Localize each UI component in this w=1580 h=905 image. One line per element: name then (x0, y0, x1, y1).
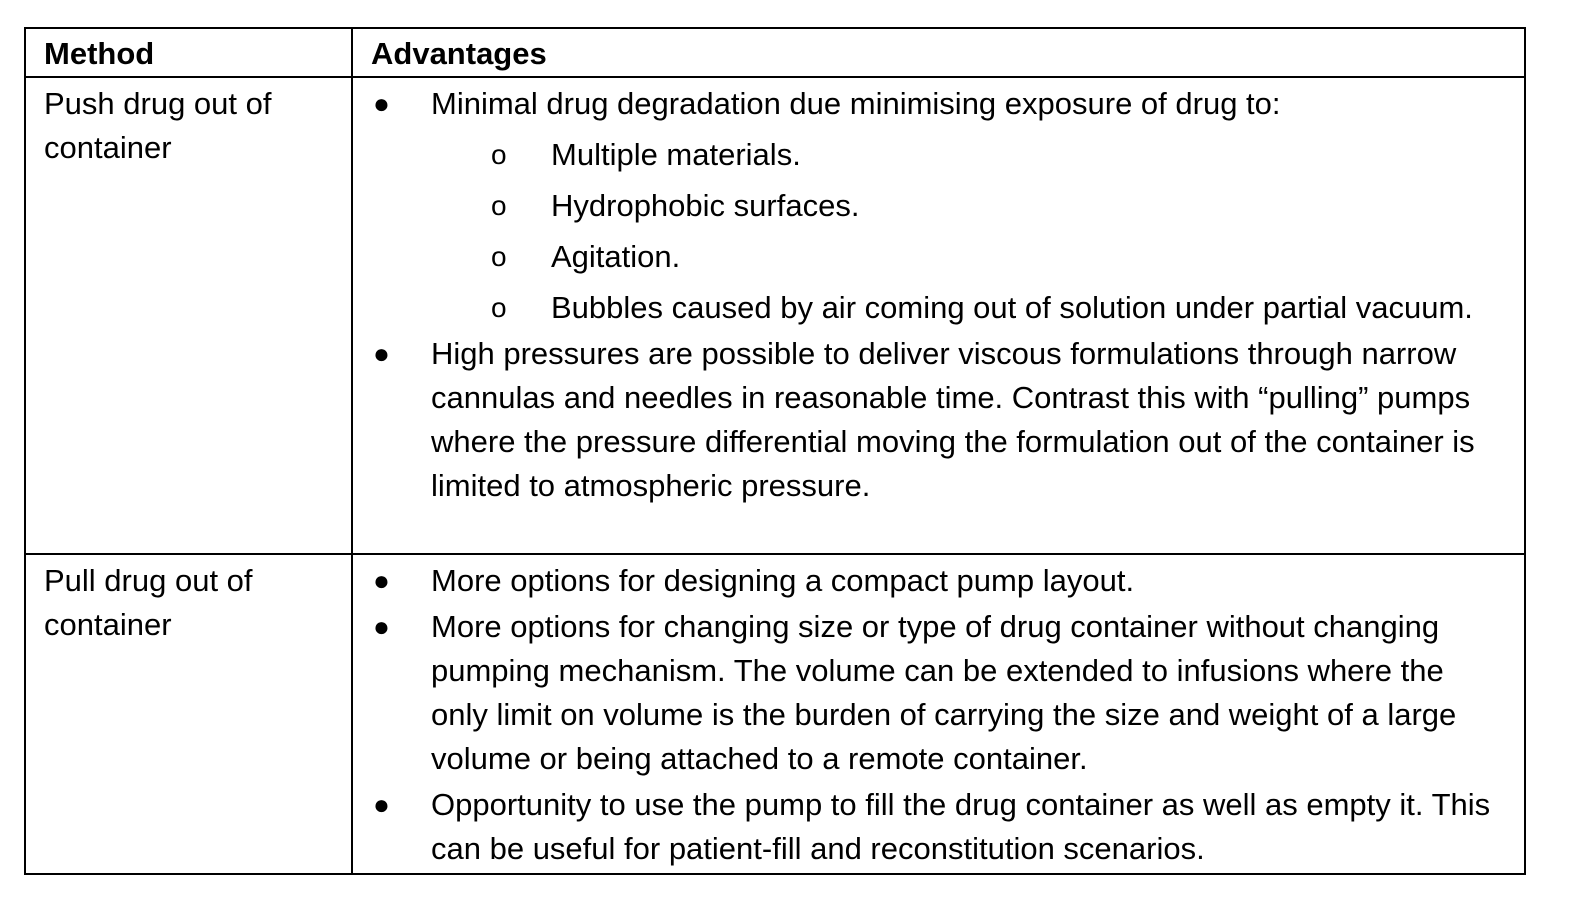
list-item (371, 332, 1506, 508)
header-advantages: Advantages (352, 28, 1525, 77)
sub-advantage-text: Bubbles caused by air coming out of solution under partial vacuum. (551, 290, 1473, 325)
header-row (25, 28, 1525, 77)
sub-list-item (431, 133, 1506, 177)
list-item (371, 605, 1506, 781)
method-cell: Push drug out of container (25, 77, 352, 554)
bullet-icon: ● (373, 611, 390, 642)
sub-advantage-text: Hydrophobic surfaces. (551, 188, 860, 223)
method-cell: Pull drug out of container (25, 554, 352, 874)
table-row (25, 554, 1525, 874)
sub-list-item (431, 235, 1506, 279)
advantages-cell (352, 554, 1525, 874)
advantages-list (371, 559, 1506, 871)
advantage-text: Opportunity to use the pump to fill the drug container as well as empty it. This can be useful for patient-fill and reconstitution scenarios. (431, 787, 1491, 866)
sub-list (431, 133, 1506, 330)
advantage-text: More options for changing size or type of drug container without changing pumping mechanism. The volume can be extended to infusions where the only limit on volume is the burden of carrying the size and weight of a large volume or being attached to a remote container. (431, 609, 1457, 776)
list-item (371, 82, 1506, 330)
advantages-cell (352, 77, 1525, 554)
list-item (371, 559, 1506, 603)
advantage-text: Minimal drug degradation due minimising exposure of drug to: (431, 86, 1281, 121)
advantages-list (371, 82, 1506, 508)
advantage-text: High pressures are possible to deliver viscous formulations through narrow cannulas and needles in reasonable time. Contrast this with “pulling” pumps where the pressure differential moving the formulation out of the container is limited to atmospheric pressure. (431, 336, 1475, 503)
bullet-icon: ● (373, 88, 390, 119)
header-method: Method (25, 28, 352, 77)
table-row (25, 77, 1525, 554)
bullet-icon: ● (373, 338, 390, 369)
sub-advantage-text: Multiple materials. (551, 137, 801, 172)
methods-table (24, 27, 1526, 875)
bullet-icon: ● (373, 565, 390, 596)
advantage-text: More options for designing a compact pump layout. (431, 563, 1135, 598)
sub-list-item (431, 184, 1506, 228)
sub-bullet-icon: o (491, 139, 507, 170)
list-item (371, 783, 1506, 871)
sub-bullet-icon: o (491, 292, 507, 323)
sub-bullet-icon: o (491, 190, 507, 221)
sub-list-item (431, 286, 1506, 330)
sub-bullet-icon: o (491, 241, 507, 272)
bullet-icon: ● (373, 789, 390, 820)
sub-advantage-text: Agitation. (551, 239, 681, 274)
